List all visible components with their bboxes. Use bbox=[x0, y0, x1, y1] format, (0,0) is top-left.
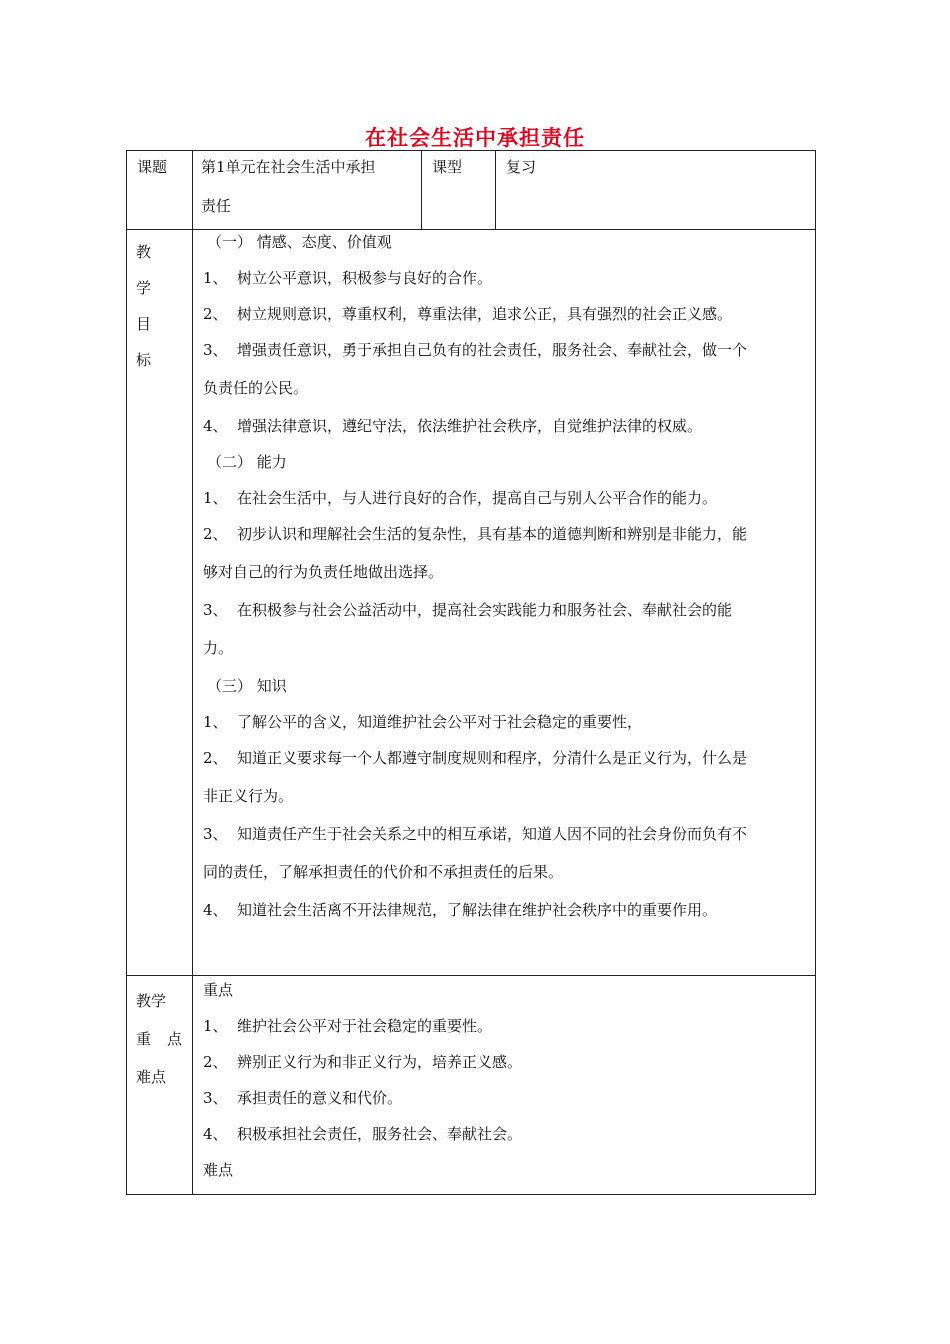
type-label: 课型 bbox=[432, 158, 463, 176]
difficulty-heading: 难点 bbox=[203, 1161, 234, 1179]
header-row bbox=[127, 151, 816, 230]
list-item: 2、 辨别正义行为和非正义行为，培养正义感。 bbox=[203, 1053, 523, 1071]
key-label-line: 重 点 bbox=[136, 1030, 182, 1048]
key-label-line: 难点 bbox=[136, 1068, 167, 1086]
key-points-content-cell bbox=[193, 976, 816, 1195]
list-item: 4、 增强法律意识，遵纪守法，依法维护社会秩序，自觉维护法律的权威。 bbox=[203, 417, 703, 435]
list-item-continuation: 力。 bbox=[203, 639, 234, 657]
topic-value-line1: 第1单元在社会生活中承担 bbox=[201, 158, 376, 176]
type-label-cell bbox=[422, 151, 496, 230]
topic-label: 课题 bbox=[137, 158, 168, 176]
section-heading: （二） 能力 bbox=[207, 453, 287, 471]
list-item-continuation: 负责任的公民。 bbox=[203, 379, 309, 397]
list-item: 1、 树立公平意识，积极参与良好的合作。 bbox=[203, 269, 493, 287]
list-item: 2、 树立规则意识，尊重权利，尊重法律，追求公正，具有强烈的社会正义感。 bbox=[203, 305, 733, 323]
goals-label-char: 标 bbox=[136, 351, 152, 369]
key-points-label-cell bbox=[127, 976, 193, 1195]
type-value: 复习 bbox=[506, 158, 537, 176]
focus-heading: 重点 bbox=[203, 981, 234, 999]
topic-value-line2: 责任 bbox=[201, 197, 232, 215]
list-item: 2、 初步认识和理解社会生活的复杂性，具有基本的道德判断和辨别是非能力，能 bbox=[203, 525, 748, 543]
type-value-cell bbox=[496, 151, 816, 230]
list-item-continuation: 非正义行为。 bbox=[203, 787, 294, 805]
list-item: 3、 增强责任意识，勇于承担自己负有的社会责任，服务社会、奉献社会，做一个 bbox=[203, 341, 748, 359]
list-item: 3、 知道责任产生于社会关系之中的相互承诺，知道人因不同的社会身份而负有不 bbox=[203, 825, 748, 843]
key-points-row bbox=[127, 976, 816, 1195]
key-label-line: 教学 bbox=[136, 992, 167, 1010]
goals-label-char: 教 bbox=[136, 243, 152, 261]
goals-label-cell bbox=[127, 230, 193, 976]
list-item: 3、 在积极参与社会公益活动中，提高社会实践能力和服务社会、奉献社会的能 bbox=[203, 601, 733, 619]
list-item: 2、 知道正义要求每一个人都遵守制度规则和程序，分清什么是正义行为，什么是 bbox=[203, 749, 748, 767]
list-item: 1、 维护社会公平对于社会稳定的重要性。 bbox=[203, 1017, 493, 1035]
section-heading: （三） 知识 bbox=[207, 677, 287, 695]
list-item: 3、 承担责任的意义和代价。 bbox=[203, 1089, 403, 1107]
goals-content-cell bbox=[193, 230, 816, 976]
list-item: 4、 积极承担社会责任，服务社会、奉献社会。 bbox=[203, 1125, 523, 1143]
section-heading: （一） 情感、态度、价值观 bbox=[207, 233, 392, 251]
goals-row bbox=[127, 230, 816, 976]
lesson-plan-table bbox=[126, 150, 816, 1195]
list-item: 4、 知道社会生活离不开法律规范，了解法律在维护社会秩序中的重要作用。 bbox=[203, 901, 718, 919]
list-item: 1、 在社会生活中，与人进行良好的合作，提高自己与别人公平合作的能力。 bbox=[203, 489, 718, 507]
list-item-continuation: 同的责任，了解承担责任的代价和不承担责任的后果。 bbox=[203, 863, 564, 881]
list-item: 1、 了解公平的含义，知道维护社会公平对于社会稳定的重要性， bbox=[203, 713, 643, 731]
list-item-continuation: 够对自己的行为负责任地做出选择。 bbox=[203, 563, 444, 581]
page-title: 在社会生活中承担责任 bbox=[365, 126, 585, 150]
goals-label-char: 目 bbox=[136, 315, 152, 333]
topic-value-cell bbox=[193, 151, 422, 230]
topic-label-cell bbox=[127, 151, 193, 230]
goals-label-char: 学 bbox=[136, 279, 152, 297]
